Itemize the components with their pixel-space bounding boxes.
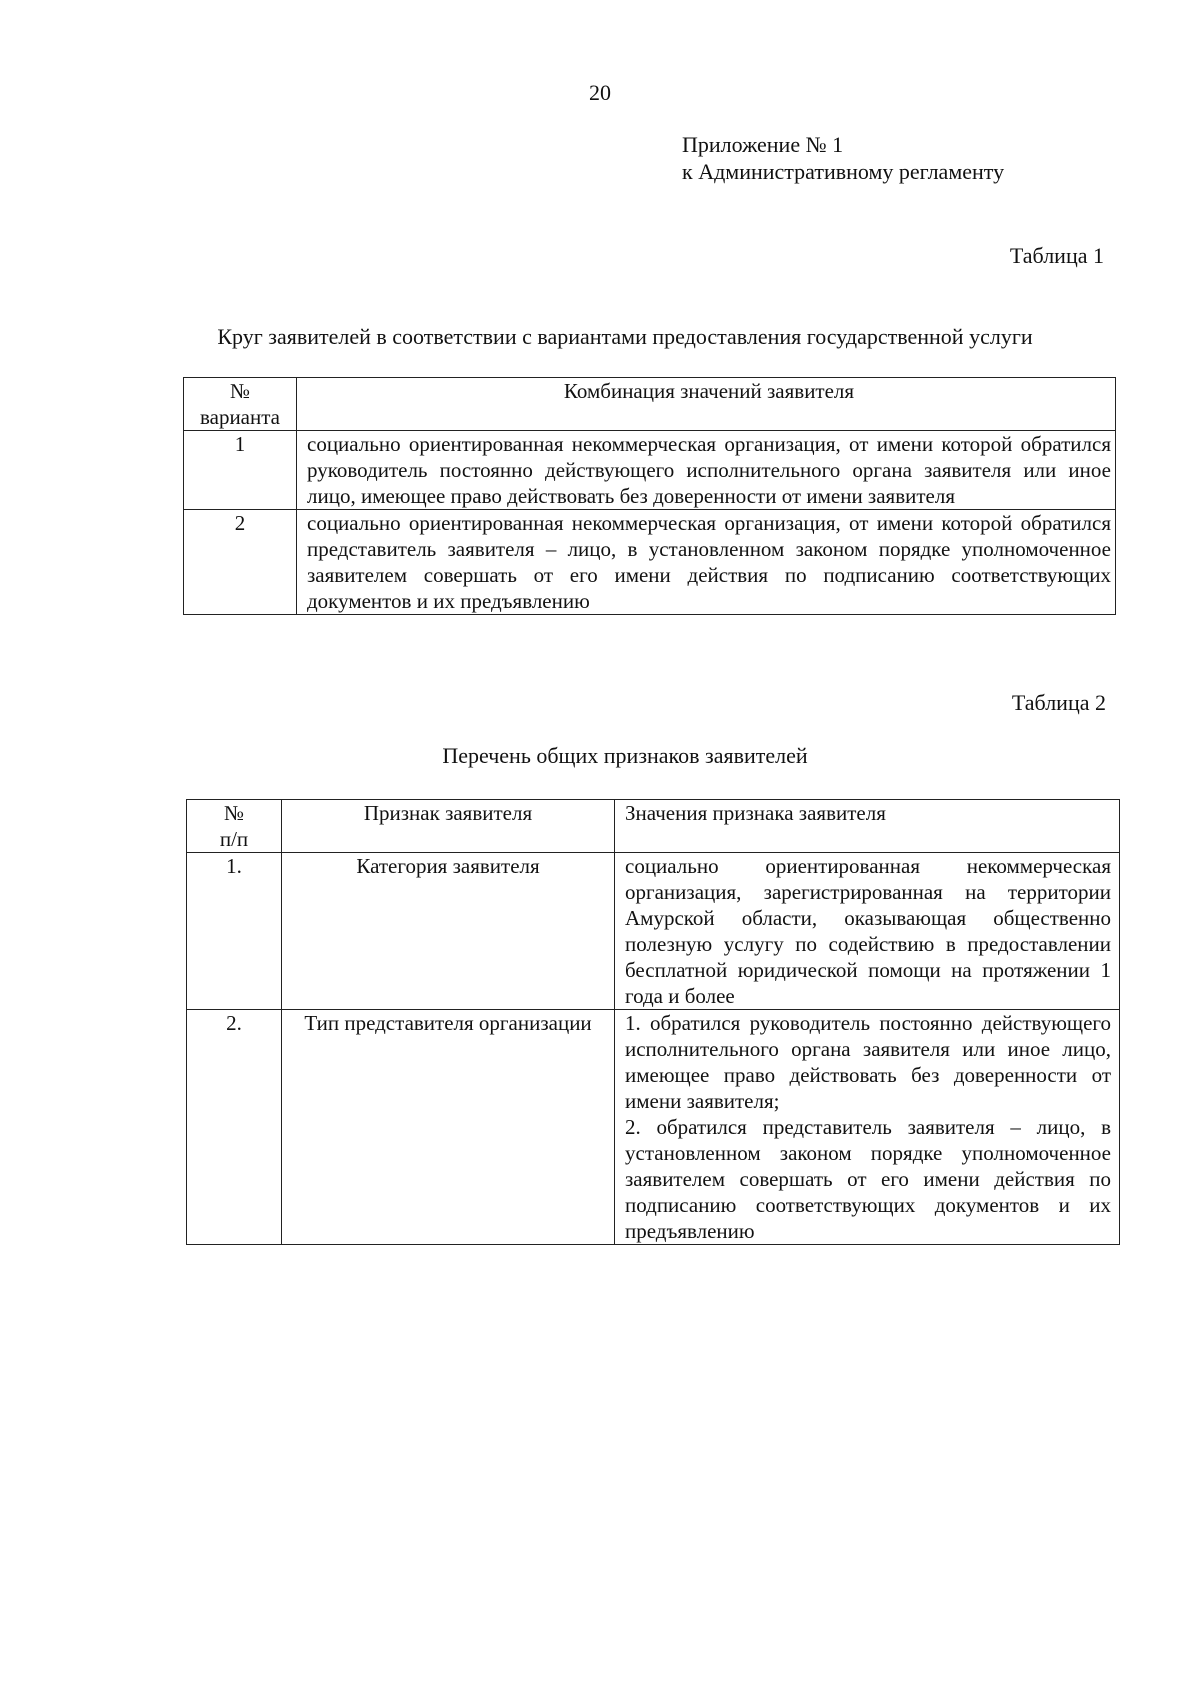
table2-header-row xyxy=(187,800,1120,853)
table2-header-num-line2: п/п xyxy=(219,827,249,851)
table-row xyxy=(184,431,1116,510)
table2-header-sign: Признак заявителя xyxy=(282,800,615,853)
table2-row2-value xyxy=(615,1010,1120,1245)
table2-row2-value-item2: 2. обратился представитель заявителя – лицо, в установленном законом порядке уполномоченное заявителем совершать от его имени действия по подписанию соответствующих документов и их предъявлению xyxy=(625,1115,1111,1243)
table2 xyxy=(186,799,1120,1245)
appendix-line-1: Приложение № 1 xyxy=(682,132,844,157)
table1-header-num-line1: № xyxy=(229,379,251,403)
table2-header-num-line1: № xyxy=(223,801,245,825)
table1-title: Круг заявителей в соответствии с вариантами предоставления государственной услуги xyxy=(217,324,1033,349)
table-row xyxy=(187,853,1120,1010)
table2-header-num xyxy=(187,800,282,853)
page-number: 20 xyxy=(589,80,611,105)
table2-row1-num: 1. xyxy=(187,853,282,1010)
table1-header-combination: Комбинация значений заявителя xyxy=(297,378,1116,431)
table2-row2-num: 2. xyxy=(187,1010,282,1245)
table2-title: Перечень общих признаков заявителей xyxy=(442,743,808,768)
table1-header-row xyxy=(184,378,1116,431)
appendix-line-2: к Административному регламенту xyxy=(682,159,1005,184)
table-row xyxy=(184,510,1116,615)
table1-row2-text: социально ориентированная некоммерческая организация, от имени которой обратился представитель заявителя – лицо, в установленном законом порядке уполномоченное заявителем совершать от его имени действия по подписанию соответствующих документов и их предъявлению xyxy=(297,510,1116,615)
table1-row1-num: 1 xyxy=(184,431,297,510)
table1-header-num-line2: варианта xyxy=(199,405,280,429)
table2-row1-sign: Категория заявителя xyxy=(282,853,615,1010)
appendix-heading xyxy=(682,131,1004,185)
table1-row1-text: социально ориентированная некоммерческая организация, от имени которой обратился руководитель постоянно действующего исполнительного органа заявителя или иное лицо, имеющее право действовать без доверенности от имени заявителя xyxy=(297,431,1116,510)
table1-row2-num: 2 xyxy=(184,510,297,615)
table2-header-values: Значения признака заявителя xyxy=(615,800,1120,853)
table1-header-num xyxy=(184,378,297,431)
table2-row1-value: социально ориентированная некоммерческая организация, зарегистрированная на территории Амурской области, оказывающая общественно полезную услугу по содействию в предоставлении бесплатной юридической помощи на протяжении 1 года и более xyxy=(615,853,1120,1010)
table2-label: Таблица 2 xyxy=(1011,690,1106,715)
table-row xyxy=(187,1010,1120,1245)
table1-label: Таблица 1 xyxy=(1009,243,1104,268)
table1 xyxy=(183,377,1116,615)
table2-row2-value-item1: 1. обратился руководитель постоянно действующего исполнительного органа заявителя или иное лицо, имеющее право действовать без доверенности от имени заявителя; xyxy=(625,1011,1111,1113)
table2-row2-sign: Тип представителя организации xyxy=(282,1010,615,1245)
